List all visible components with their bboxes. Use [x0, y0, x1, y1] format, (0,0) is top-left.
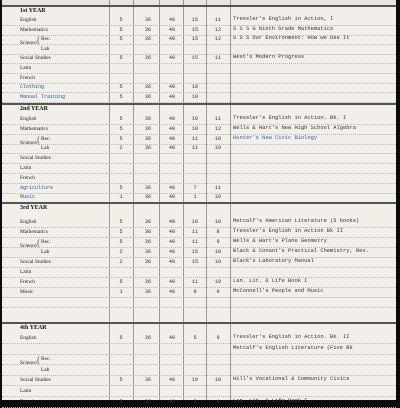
- brace-glyph: {: [36, 134, 41, 145]
- count-cell-n3: 40: [168, 335, 176, 341]
- count-cell-n1: 1: [119, 194, 123, 201]
- subject-row: [2, 54, 396, 63]
- subject-label: Manual Training: [20, 93, 66, 100]
- text-material-cell: Hill's Vocational & Community Civics: [233, 376, 350, 383]
- count-cell-n5: 9: [216, 239, 220, 245]
- science-label: Science: [20, 40, 37, 47]
- subject-row: [2, 26, 396, 35]
- count-cell-n4: 10: [191, 116, 199, 122]
- subject-row: [2, 93, 396, 102]
- text-material-cell: Lan. Lit. & Life Book I: [233, 397, 308, 404]
- subject-row: [2, 74, 396, 83]
- count-cell-n5: 10: [214, 249, 222, 255]
- count-cell-n2: 36: [144, 229, 152, 235]
- count-cell-n3: 40: [168, 145, 176, 152]
- year-section: [2, 202, 396, 324]
- count-cell-n4: 15: [191, 26, 199, 33]
- text-material-cell: Metcalf's English Literature (Five Bk: [233, 344, 353, 351]
- count-cell-n1: 5: [119, 116, 123, 122]
- subject-row: [2, 298, 396, 307]
- count-cell-n5: 9: [216, 289, 220, 295]
- record-sheet: [2, 0, 396, 405]
- count-cell-n4: 11: [191, 145, 199, 152]
- text-material-cell: Wells & Hart's New High School Algebra: [233, 124, 356, 131]
- text-material-cell: Tressler's English in Action. Bk. I: [233, 115, 347, 121]
- subject-label: Agriculture: [20, 184, 54, 191]
- subject-row: [2, 16, 396, 25]
- subject-row: [2, 248, 396, 257]
- text-material-cell: S S S Our Environment: How we Use It: [233, 35, 350, 42]
- science-label: Science: [20, 139, 37, 146]
- count-cell-n4: 15: [191, 36, 199, 43]
- brace-glyph: {: [36, 355, 41, 366]
- subject-row: [2, 288, 396, 297]
- count-cell-n3: 40: [168, 36, 176, 43]
- count-cell-n4: 10: [191, 377, 199, 384]
- count-cell-n2: 36: [144, 145, 152, 152]
- count-cell-n3: 40: [168, 93, 176, 100]
- text-material-cell: Tressler's English in Action, I: [233, 16, 334, 22]
- text-material-cell: Hunter's New Civic Biology: [233, 134, 318, 141]
- subject-row: [2, 258, 396, 267]
- subject-row: [2, 228, 396, 237]
- text-material-cell: Lan. Lit. & Life Book I: [233, 278, 308, 284]
- subject-row: [2, 184, 396, 193]
- count-cell-n1: 5: [119, 125, 123, 132]
- count-cell-n1: 5: [119, 84, 123, 91]
- subject-label: Rec.: [41, 239, 51, 245]
- count-cell-n5: 10: [214, 135, 222, 142]
- count-cell-n2: 36: [144, 249, 152, 255]
- count-cell-n2: 36: [144, 17, 152, 23]
- count-cell-n3: 40: [168, 17, 176, 23]
- count-cell-n1: 5: [119, 184, 123, 191]
- subject-row: [2, 174, 396, 183]
- count-cell-n4: 11: [191, 135, 199, 142]
- subject-label: Lab: [41, 145, 50, 152]
- count-cell-n1: 5: [119, 36, 123, 43]
- count-cell-n1: 2: [119, 249, 123, 255]
- count-cell-n5: 11: [214, 55, 222, 62]
- subject-row: [2, 345, 396, 354]
- subject-label: Rec.: [41, 36, 51, 43]
- count-cell-n1: 5: [119, 219, 123, 225]
- subject-row: [2, 355, 396, 367]
- count-cell-n5: 12: [214, 125, 222, 132]
- count-cell-n2: 36: [144, 93, 152, 100]
- count-cell-n5: 4: [216, 398, 220, 405]
- count-cell-n4: 10: [191, 93, 199, 100]
- subject-label: Mathematics: [20, 125, 48, 132]
- subject-row: [2, 83, 396, 92]
- count-cell-n3: 40: [168, 259, 176, 265]
- count-cell-n2: 36: [144, 84, 152, 91]
- row-rule: [2, 407, 396, 408]
- subject-label: Latin: [20, 269, 32, 275]
- count-cell-n1: 5: [119, 229, 123, 235]
- subject-label: Lab: [41, 366, 50, 373]
- subject-label: Latin: [20, 388, 32, 394]
- count-cell-n1: 1: [119, 289, 123, 295]
- subject-label: French: [20, 279, 35, 285]
- count-cell-n5: 10: [214, 194, 222, 201]
- subject-row: [2, 334, 396, 343]
- count-cell-n5: 11: [214, 17, 222, 23]
- count-cell-n1: 5: [119, 279, 123, 285]
- count-cell-n1: 2: [119, 145, 123, 152]
- subject-row: [2, 278, 396, 287]
- text-material-cell: McConnell's People and Music: [233, 288, 324, 294]
- count-cell-n4: 11: [191, 279, 199, 285]
- count-cell-n3: 40: [168, 184, 176, 191]
- subject-row: [2, 387, 396, 396]
- count-cell-n2: 36: [144, 125, 152, 132]
- subject-label: French: [20, 74, 35, 81]
- count-cell-n4: 11: [191, 239, 199, 245]
- count-cell-n3: 40: [168, 229, 176, 235]
- subject-row: [2, 238, 396, 247]
- subject-row: [2, 218, 396, 227]
- count-cell-n5: 10: [214, 279, 222, 285]
- text-material-cell: S S S G Ninth Grade Mathematics: [233, 25, 334, 32]
- count-cell-n3: 40: [168, 84, 176, 91]
- subject-row: [2, 154, 396, 163]
- count-cell-n3: 40: [168, 26, 176, 33]
- count-cell-n4: 5: [193, 398, 197, 405]
- count-cell-n4: 11: [191, 229, 199, 235]
- subject-row: [2, 398, 396, 407]
- count-cell-n2: 36: [144, 279, 152, 285]
- subject-label: Clothing: [20, 84, 45, 91]
- subject-label: Mathematics: [20, 229, 48, 235]
- year-heading: 2nd YEAR: [20, 106, 48, 112]
- count-cell-n5: 12: [214, 26, 222, 33]
- subject-row: [2, 135, 396, 144]
- year-heading: 1st YEAR: [20, 8, 46, 14]
- count-cell-n5: 10: [214, 145, 222, 152]
- year-section: [2, 5, 396, 105]
- count-cell-n1: 2: [119, 259, 123, 265]
- year-section: [2, 322, 396, 405]
- subject-row: [2, 115, 396, 124]
- count-cell-n1: 5: [119, 17, 123, 23]
- count-cell-n1: 5: [119, 398, 123, 405]
- count-cell-n2: 36: [144, 377, 152, 384]
- subject-row: [2, 125, 396, 134]
- subject-label: Social Studies: [20, 55, 51, 62]
- subject-label: Rec.: [41, 135, 51, 142]
- count-cell-n4: 15: [191, 17, 199, 23]
- science-label: Science: [20, 243, 37, 249]
- text-material-cell: Wells & Hart's Plane Geometry: [233, 238, 327, 244]
- count-cell-n3: 40: [168, 194, 176, 201]
- year-section: [2, 103, 396, 204]
- count-cell-n2: 36: [144, 259, 152, 265]
- count-cell-n2: 36: [144, 289, 152, 295]
- subject-label: French: [20, 398, 35, 405]
- subject-row: [2, 268, 396, 277]
- subject-row: [2, 64, 396, 73]
- count-cell-n4: 5: [193, 335, 197, 341]
- science-label: Science: [20, 360, 37, 367]
- subject-label: English: [20, 17, 37, 23]
- count-cell-n2: 36: [144, 184, 152, 191]
- count-cell-n3: 40: [168, 135, 176, 142]
- count-cell-n3: 40: [168, 377, 176, 384]
- count-cell-n5: 10: [214, 377, 222, 384]
- count-cell-n3: 40: [168, 219, 176, 225]
- count-cell-n2: 36: [144, 335, 152, 341]
- subject-row: [2, 144, 396, 153]
- count-cell-n5: 9: [216, 335, 220, 341]
- text-material-cell: West's Modern Progress: [233, 54, 305, 61]
- subject-label: Latin: [20, 65, 32, 71]
- count-cell-n1: 5: [119, 377, 123, 384]
- subject-row: [2, 376, 396, 385]
- subject-row: [2, 35, 396, 47]
- subject-label: Rec.: [41, 356, 51, 363]
- count-cell-n1: 5: [119, 239, 123, 245]
- subject-row: [2, 45, 396, 54]
- count-cell-n1: 5: [119, 55, 123, 62]
- count-cell-n2: 36: [144, 194, 152, 201]
- count-cell-n2: 36: [144, 219, 152, 225]
- brace-glyph: {: [36, 35, 41, 46]
- subject-label: Latin: [20, 165, 32, 171]
- count-cell-n4: 1: [193, 194, 197, 201]
- count-cell-n2: 36: [144, 135, 152, 142]
- subject-row: [2, 164, 396, 173]
- count-cell-n4: 10: [191, 219, 199, 225]
- subject-label: Music: [20, 289, 34, 295]
- text-material-cell: Black's Laboratory Manual: [233, 258, 314, 264]
- text-material-cell: Tressler's English in Action Bk II: [233, 228, 343, 234]
- count-cell-n1: 5: [119, 93, 123, 100]
- count-cell-n1: 5: [119, 135, 123, 142]
- subject-label: French: [20, 174, 35, 181]
- count-cell-n3: 40: [168, 289, 176, 295]
- count-cell-n2: 36: [144, 26, 152, 33]
- subject-label: Music: [20, 194, 36, 201]
- subject-label: Lab: [41, 45, 50, 52]
- count-cell-n3: 40: [168, 125, 176, 132]
- count-cell-n5: 8: [216, 229, 220, 235]
- count-cell-n2: 36: [144, 116, 152, 122]
- count-cell-n3: 40: [168, 398, 176, 405]
- subject-label: English: [20, 335, 37, 341]
- text-material-cell: Metcalf's American Literature (5 books): [233, 218, 360, 224]
- subject-label: Social Studies: [20, 377, 51, 384]
- count-cell-n2: 36: [144, 55, 152, 62]
- count-cell-n3: 40: [168, 249, 176, 255]
- count-cell-n4: 15: [191, 249, 199, 255]
- count-cell-n4: 15: [191, 55, 199, 62]
- year-heading: 3rd YEAR: [20, 205, 48, 211]
- count-cell-n5: 12: [214, 36, 222, 43]
- count-cell-n4: 10: [191, 125, 199, 132]
- count-cell-n2: 36: [144, 239, 152, 245]
- subject-row: [2, 366, 396, 375]
- brace-glyph: {: [36, 238, 41, 248]
- subject-label: Social Studies: [20, 155, 51, 162]
- subject-label: Social Studies: [20, 259, 51, 265]
- count-cell-n3: 40: [168, 116, 176, 122]
- count-cell-n5: 10: [214, 259, 222, 265]
- count-cell-n5: 10: [214, 219, 222, 225]
- subject-label: English: [20, 219, 37, 225]
- count-cell-n2: 36: [144, 398, 152, 405]
- count-cell-n3: 40: [168, 55, 176, 62]
- count-cell-n3: 40: [168, 279, 176, 285]
- subject-label: Lab: [41, 249, 50, 255]
- text-material-cell: Tressler's English in Action. Bk. II: [233, 334, 350, 340]
- text-material-cell: Black & Conant's Practical Chemistry, Rev.: [233, 248, 369, 254]
- count-cell-n4: 7: [193, 184, 197, 191]
- count-cell-n4: 10: [191, 84, 199, 91]
- subject-label: English: [20, 116, 37, 122]
- count-cell-n3: 40: [168, 239, 176, 245]
- count-cell-n4: 15: [191, 259, 199, 265]
- row-rule: [2, 307, 396, 308]
- count-cell-n5: 11: [214, 184, 222, 191]
- count-cell-n4: 9: [193, 289, 197, 295]
- count-cell-n2: 36: [144, 36, 152, 43]
- subject-label: Mathematics: [20, 26, 48, 33]
- count-cell-n1: 5: [119, 26, 123, 33]
- count-cell-n1: 5: [119, 335, 123, 341]
- count-cell-n5: 11: [214, 116, 222, 122]
- year-heading: 4th YEAR: [20, 325, 47, 331]
